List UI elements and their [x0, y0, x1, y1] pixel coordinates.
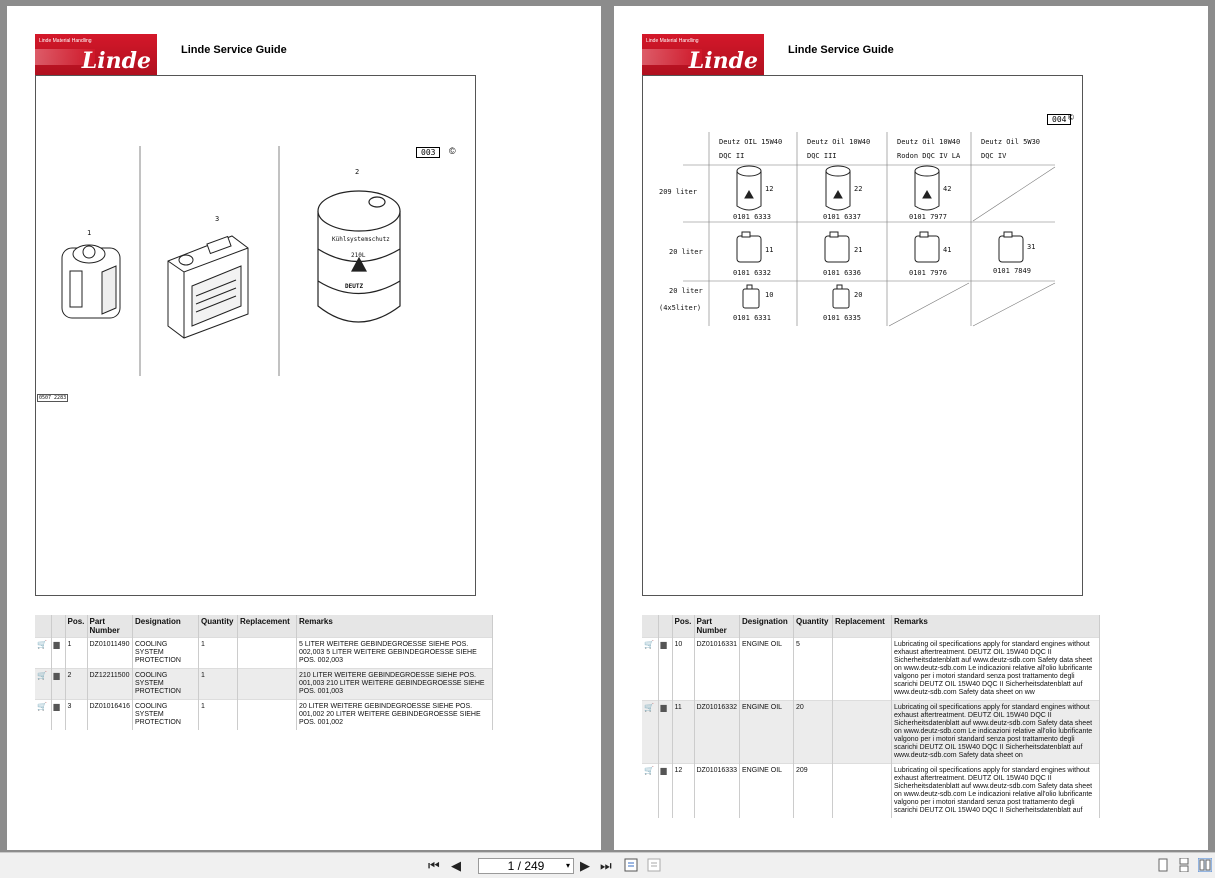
position-label: 1 [87, 229, 92, 237]
part-code: 0101 7849 [993, 267, 1031, 275]
cell-quantity: 1 [198, 700, 237, 731]
cell-designation: ENGINE OIL [739, 701, 793, 764]
parts-table [35, 615, 493, 730]
position-number: 31 [1027, 243, 1036, 251]
row-label: (4x5liter) [659, 304, 702, 312]
linde-logo: Linde Material Handling Linde [642, 34, 764, 75]
column-header: DQC III [807, 152, 837, 160]
cell-remarks: Lubricating oil specifications apply for standard engines without exhaust aftertreatment. DEUTZ OIL 15W40 DQC II Sicherheitsdatenblatt auf www.deutz-sdb.com Safety data sheet on www.deutz-sdb.com Le indicazioni relative all'olio lubrificante valgono per i motori standard senza post trattamento degli scarichi DEUTZ OIL 15W40 DQC II Sicherheitsdatenblatt auf [891, 764, 1099, 819]
column-header: DQC IV [981, 152, 1007, 160]
cart-icon[interactable]: 🛒 [644, 640, 654, 649]
parts-drawing [35, 75, 476, 596]
part-code: 0101 6337 [823, 213, 861, 221]
cell-pos: 11 [672, 701, 694, 764]
cell-replacement [832, 638, 891, 701]
bag-icon[interactable]: ▆ [53, 671, 60, 680]
canister-icon [737, 232, 1023, 308]
document-page-right [614, 6, 1208, 850]
cell-quantity: 1 [198, 669, 237, 700]
part-code: 0101 7976 [909, 269, 947, 277]
drum-label: Kühlsystemschutz [332, 236, 390, 243]
cell-quantity: 20 [793, 701, 832, 764]
cell-pos: 1 [65, 638, 87, 669]
column-header: Rodon DQC IV LA [897, 152, 961, 160]
cell-remarks: Lubricating oil specifications apply for standard engines without exhaust aftertreatment. DEUTZ OIL 15W40 DQC II Sicherheitsdatenblatt auf www.deutz-sdb.com Safety data sheet on www.deutz-sdb.com Le indicazioni relative all'olio lubrificante valgono per i motori standard senza post trattamento degli scarichi DEUTZ OIL 15W40 DQC II Sicherheitsdatenblatt auf www.deutz-sdb.com Safety data sheet on [891, 701, 1099, 764]
cell-part-number: DZ01016331 [694, 638, 739, 701]
position-number: 10 [765, 291, 774, 299]
previous-page-icon[interactable]: ◀ [451, 858, 461, 873]
column-header: Deutz OIL 15W40 [719, 138, 783, 146]
table-row [642, 764, 1100, 819]
canister-5l-icon [62, 245, 120, 318]
column-header: Deutz Oil 10W40 [807, 138, 871, 146]
cell-pos: 12 [672, 764, 694, 819]
position-number: 20 [854, 291, 863, 299]
copyright-mark: © [449, 146, 456, 156]
column-header: Designation [132, 615, 198, 638]
cell-part-number: DZ01016333 [694, 764, 739, 819]
part-code: 0101 6331 [733, 314, 771, 322]
drawing-ref-code: 0507 2283 [39, 395, 67, 401]
column-header: Pos. [672, 615, 694, 638]
position-number: 11 [765, 246, 774, 254]
document-page-left [7, 6, 601, 850]
cell-remarks: 5 LITER WEITERE GEBINDEGROESSE SIEHE POS. 002,003 5 LITER WEITERE GEBINDEGROESSE SIEHE POS. 002,003 [296, 638, 492, 669]
table-row [35, 700, 493, 731]
first-page-icon[interactable]: ⏮ [428, 858, 440, 873]
figure-number: 003 [416, 147, 440, 158]
cart-icon[interactable]: 🛒 [644, 766, 654, 775]
column-header: Remarks [891, 615, 1099, 638]
position-number: 21 [854, 246, 863, 254]
cell-designation: ENGINE OIL [739, 764, 793, 819]
go-forward-icon[interactable] [647, 858, 661, 872]
cell-quantity: 1 [198, 638, 237, 669]
guide-title: Linde Service Guide [181, 44, 287, 56]
cell-designation: ENGINE OIL [739, 638, 793, 701]
chevron-down-icon: ▾ [565, 861, 570, 870]
column-header: Deutz Oil 5W30 [981, 138, 1041, 146]
column-header: Deutz Oil 10W40 [897, 138, 961, 146]
canister-20l-icon [168, 236, 248, 338]
coolant-containers-illustration [36, 76, 477, 597]
cart-icon[interactable]: 🛒 [37, 702, 47, 711]
row-label: 209 liter [659, 188, 697, 196]
continuous-view-icon[interactable] [1177, 858, 1191, 872]
copyright-mark: © [1068, 113, 1074, 122]
pdf-viewer-toolbar [0, 852, 1215, 878]
cart-icon[interactable]: 🛒 [37, 671, 47, 680]
cell-pos: 3 [65, 700, 87, 731]
bag-icon[interactable]: ▆ [53, 702, 60, 711]
part-code: 0101 6336 [823, 269, 861, 277]
cell-designation: COOLING SYSTEM PROTECTION [132, 700, 198, 731]
column-header: Replacement [237, 615, 296, 638]
column-header: Quantity [198, 615, 237, 638]
cell-replacement [237, 700, 296, 731]
bag-icon[interactable]: ▆ [660, 703, 667, 712]
cell-part-number: DZ01016416 [87, 700, 132, 731]
cell-pos: 10 [672, 638, 694, 701]
cell-designation: COOLING SYSTEM PROTECTION [132, 638, 198, 669]
cell-part-number: DZ01011490 [87, 638, 132, 669]
part-code: 0101 6333 [733, 213, 771, 221]
column-header: Designation [739, 615, 793, 638]
part-code: 0101 6332 [733, 269, 771, 277]
position-number: 42 [943, 185, 952, 193]
column-header: Part Number [694, 615, 739, 638]
bag-icon[interactable]: ▆ [53, 640, 60, 649]
column-header: Remarks [296, 615, 492, 638]
cell-remarks: Lubricating oil specifications apply for standard engines without exhaust aftertreatment. DEUTZ OIL 15W40 DQC II Sicherheitsdatenblatt auf www.deutz-sdb.com Safety data sheet on www.deutz-sdb.com Le indicazioni relative all'olio lubrificante valgono per i motori standard senza post trattamento degli scarichi DEUTZ OIL 15W40 DQC II Sicherheitsdatenblatt auf www.deutz-sdb.com Safety data sheet on ww [891, 638, 1099, 701]
table-row [642, 638, 1100, 701]
position-number: 41 [943, 246, 952, 254]
cell-replacement [832, 701, 891, 764]
cell-quantity: 5 [793, 638, 832, 701]
figure-number: 004 [1047, 114, 1071, 125]
part-code: 0101 6335 [823, 314, 861, 322]
oil-matrix-drawing [642, 75, 1083, 596]
position-number: 22 [854, 185, 863, 193]
column-header: Pos. [65, 615, 87, 638]
cell-remarks: 210 LITER WEITERE GEBINDEGROESSE SIEHE POS. 001,003 210 LITER WEITERE GEBINDEGROESSE SIEHE POS. 001,003 [296, 669, 492, 700]
cell-quantity: 209 [793, 764, 832, 819]
go-back-icon[interactable] [624, 858, 638, 872]
column-header: DQC II [719, 152, 745, 160]
row-label: 20 liter [669, 287, 703, 295]
table-row [35, 638, 493, 669]
oil-containers-grid [643, 76, 1084, 597]
position-label: 2 [355, 168, 360, 176]
cell-replacement [237, 669, 296, 700]
column-header: Replacement [832, 615, 891, 638]
cell-part-number: DZ12211500 [87, 669, 132, 700]
cell-replacement [832, 764, 891, 819]
guide-title: Linde Service Guide [788, 44, 894, 56]
single-page-view-icon[interactable] [1156, 858, 1170, 872]
drum-volume: 210L [351, 252, 366, 259]
position-label: 3 [215, 215, 220, 223]
column-header: Part Number [87, 615, 132, 638]
cell-remarks: 20 LITER WEITERE GEBINDEGROESSE SIEHE POS. 001,002 20 LITER WEITERE GEBINDEGROESSE SIEHE POS. 001,002 [296, 700, 492, 731]
last-page-icon[interactable]: ⏭ [600, 858, 612, 873]
row-label: 20 liter [669, 248, 703, 256]
table-row [642, 701, 1100, 764]
parts-table [642, 615, 1100, 818]
bag-icon[interactable]: ▆ [660, 766, 667, 775]
cart-icon[interactable]: 🛒 [37, 640, 47, 649]
position-number: 12 [765, 185, 774, 193]
cell-replacement [237, 638, 296, 669]
two-page-view-icon[interactable] [1198, 858, 1212, 872]
bag-icon[interactable]: ▆ [660, 640, 667, 649]
cell-part-number: DZ01016332 [694, 701, 739, 764]
page-indicator: 1 / 249 [507, 859, 545, 873]
linde-logo: Linde Material Handling Linde [35, 34, 157, 75]
cell-pos: 2 [65, 669, 87, 700]
drum-brand: DEUTZ [345, 283, 364, 290]
table-row [35, 669, 493, 700]
next-page-icon[interactable]: ▶ [580, 858, 590, 873]
part-code: 0101 7977 [909, 213, 947, 221]
cart-icon[interactable]: 🛒 [644, 703, 654, 712]
page-selector[interactable] [478, 858, 574, 874]
cell-designation: COOLING SYSTEM PROTECTION [132, 669, 198, 700]
column-header: Quantity [793, 615, 832, 638]
